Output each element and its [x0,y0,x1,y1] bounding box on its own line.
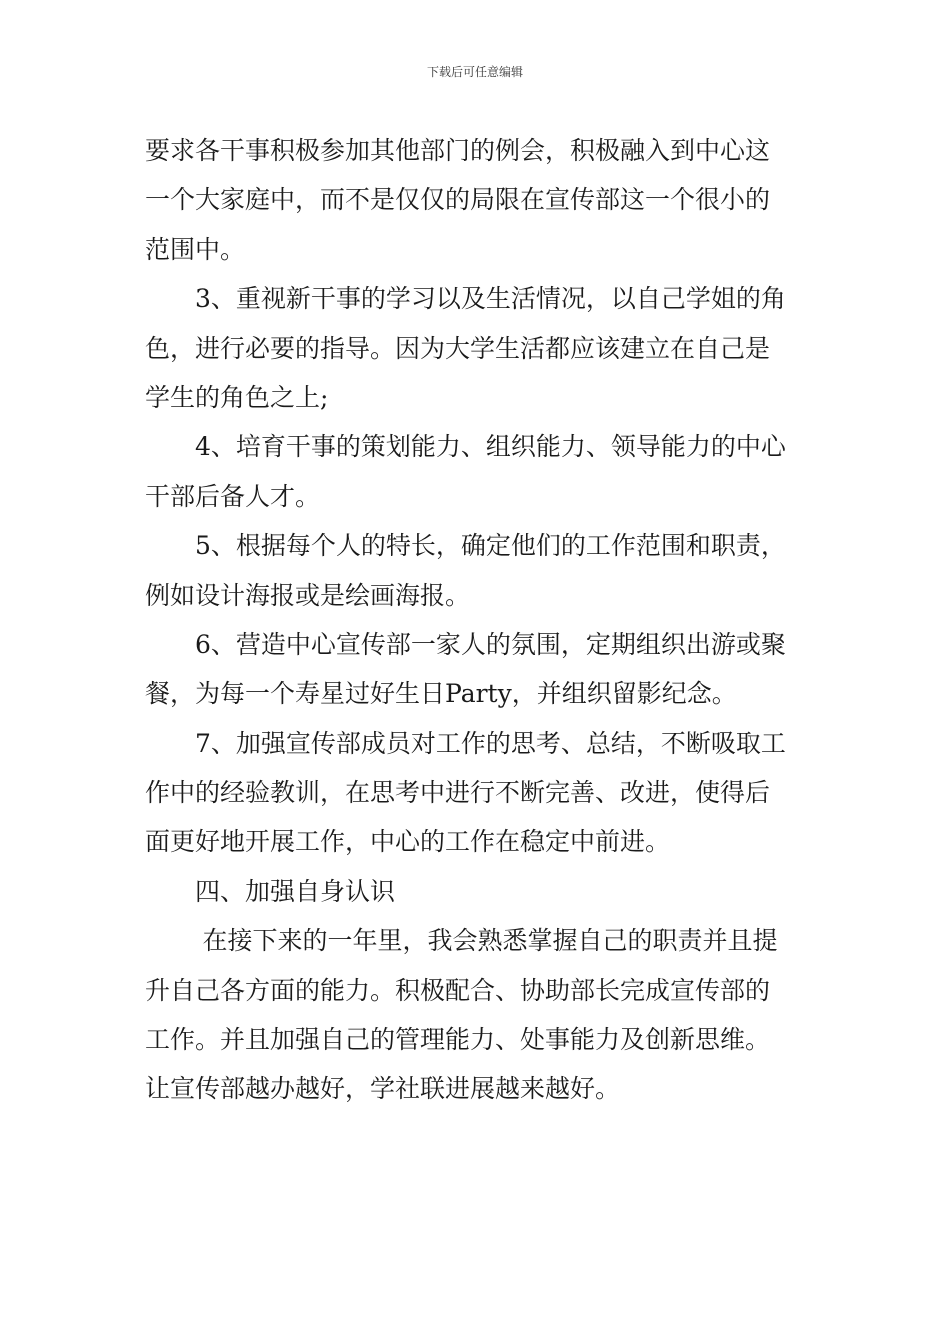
text-line: 干部后备人才。 [145,481,321,511]
text-line: 要求各干事积极参加其他部门的例会，积极融入到中心这 [145,136,771,165]
text-line: 学生的角色之上; [145,382,329,412]
text-line: 例如设计海报或是绘画海报。 [145,580,471,610]
text-line: 3、重视新干事的学习以及生活情况，以自己学姐的角 [195,284,786,314]
text-line: 作中的经验教训，在思考中进行不断完善、改进，使得后 [145,778,771,808]
text-line: 餐，为每一个寿星过好生日Party，并组织留影纪念。 [145,679,737,709]
text-line: 升自己各方面的能力。积极配合、协助部长完成宣传部的 [145,975,771,1005]
text-line: 4、培育干事的策划能力、组织能力、领导能力的中心 [195,432,786,462]
text-line: 一个大家庭中，而不是仅仅的局限在宣传部这一个很小的 [145,185,771,215]
document-body [145,126,811,1114]
text-line: 在接下来的一年里，我会熟悉掌握自己的职责并且提 [202,926,778,956]
text-line: 6、营造中心宣传部一家人的氛围，定期组织出游或聚 [195,629,786,659]
text-line: 让宣传部越办越好，学社联进展越来越好。 [145,1074,621,1104]
text-line: 四、加强自身认识 [195,876,396,906]
text-line: 7、加强宣传部成员对工作的思考、总结，不断吸取工 [195,728,786,758]
text-line: 面更好地开展工作，中心的工作在稳定中前进。 [145,827,671,857]
text-line: 范围中。 [145,234,246,264]
page-header: 下载后可任意编辑 [426,65,523,79]
text-line: 色，进行必要的指导。因为大学生活都应该建立在自己是 [145,333,771,363]
text-line: 5、根据每个人的特长，确定他们的工作范围和职责， [195,531,786,561]
text-line: 工作。并且加强自己的管理能力、处事能力及创新思维。 [145,1025,771,1055]
